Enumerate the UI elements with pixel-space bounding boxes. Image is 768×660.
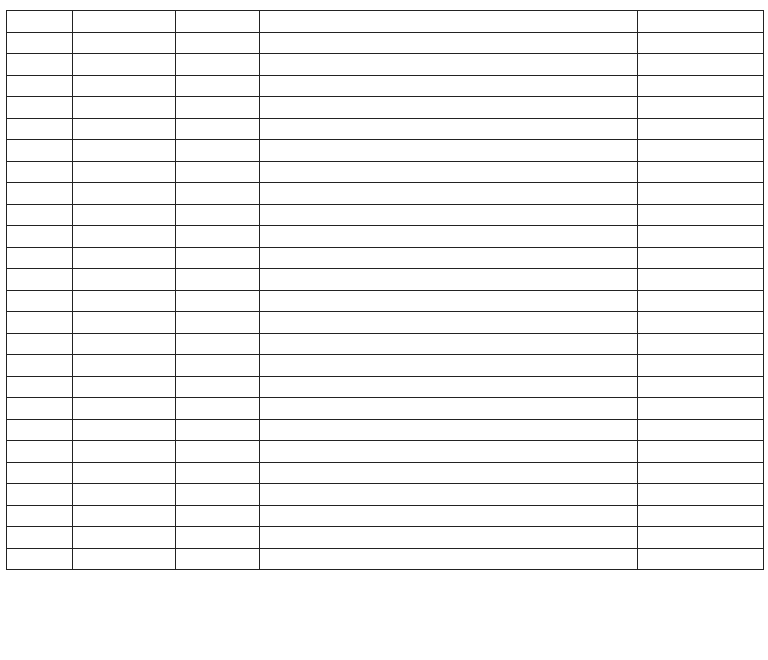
date-cell [73,484,176,506]
date-cell [73,441,176,463]
time-cell [176,269,260,291]
time-cell [176,462,260,484]
time-cell [176,247,260,269]
lector-cell [638,548,764,570]
time-cell [176,376,260,398]
table-row [7,183,764,205]
schedule-table [6,10,764,570]
time-cell [176,32,260,54]
date-cell [73,54,176,76]
lector-cell [638,462,764,484]
day-cell [7,54,73,76]
ministers-cell [260,97,638,119]
time-cell [176,419,260,441]
ministers-cell [260,161,638,183]
lector-cell [638,527,764,549]
time-cell [176,54,260,76]
table-row [7,226,764,248]
time-cell [176,183,260,205]
ministers-cell [260,54,638,76]
date-cell [73,548,176,570]
date-cell [73,226,176,248]
lector-cell [638,161,764,183]
ministers-cell [260,226,638,248]
lector-cell [638,226,764,248]
date-cell [73,140,176,162]
ministers-cell [260,462,638,484]
table-row [7,290,764,312]
lector-cell [638,441,764,463]
time-cell [176,204,260,226]
ministers-cell [260,376,638,398]
ministers-cell [260,333,638,355]
table-row [7,462,764,484]
time-cell [176,118,260,140]
date-cell [73,161,176,183]
date-cell [73,247,176,269]
header-row [7,11,764,33]
table-row [7,527,764,549]
time-cell [176,75,260,97]
ministers-cell [260,290,638,312]
day-cell [7,226,73,248]
lector-cell [638,419,764,441]
time-cell [176,548,260,570]
day-cell [7,247,73,269]
day-cell [7,161,73,183]
day-cell [7,505,73,527]
header-day [7,11,73,33]
date-cell [73,204,176,226]
date-cell [73,419,176,441]
ministers-cell [260,32,638,54]
day-cell [7,462,73,484]
table-row [7,441,764,463]
day-cell [7,290,73,312]
lector-cell [638,75,764,97]
lector-cell [638,140,764,162]
table-row [7,204,764,226]
header-date [73,11,176,33]
time-cell [176,484,260,506]
lector-cell [638,355,764,377]
date-cell [73,312,176,334]
table-row [7,333,764,355]
day-cell [7,398,73,420]
ministers-cell [260,118,638,140]
ministers-cell [260,548,638,570]
date-cell [73,290,176,312]
time-cell [176,290,260,312]
table-row [7,419,764,441]
date-cell [73,183,176,205]
ministers-cell [260,441,638,463]
header-minister [260,11,638,33]
lector-cell [638,333,764,355]
table-row [7,398,764,420]
lector-cell [638,312,764,334]
day-cell [7,548,73,570]
date-cell [73,462,176,484]
lector-cell [638,97,764,119]
time-cell [176,161,260,183]
ministers-cell [260,419,638,441]
table-row [7,548,764,570]
day-cell [7,441,73,463]
schedule-rows [7,32,764,570]
lector-cell [638,204,764,226]
date-cell [73,269,176,291]
day-cell [7,32,73,54]
time-cell [176,226,260,248]
date-cell [73,376,176,398]
lector-cell [638,269,764,291]
table-row [7,161,764,183]
date-cell [73,505,176,527]
table-row [7,32,764,54]
day-cell [7,333,73,355]
ministers-cell [260,484,638,506]
day-cell [7,204,73,226]
ministers-cell [260,355,638,377]
table-row [7,355,764,377]
lector-cell [638,484,764,506]
ministers-cell [260,505,638,527]
date-cell [73,355,176,377]
lector-cell [638,32,764,54]
lector-cell [638,183,764,205]
lector-cell [638,54,764,76]
date-cell [73,97,176,119]
date-cell [73,333,176,355]
lector-cell [638,118,764,140]
ministers-cell [260,312,638,334]
date-cell [73,32,176,54]
day-cell [7,484,73,506]
ministers-cell [260,75,638,97]
table-row [7,97,764,119]
day-cell [7,269,73,291]
date-cell [73,527,176,549]
header-lector [638,11,764,33]
table-row [7,269,764,291]
time-cell [176,97,260,119]
time-cell [176,355,260,377]
table-row [7,505,764,527]
date-cell [73,398,176,420]
time-cell [176,527,260,549]
ministers-cell [260,527,638,549]
ministers-cell [260,140,638,162]
lector-cell [638,247,764,269]
lector-cell [638,398,764,420]
day-cell [7,97,73,119]
day-cell [7,376,73,398]
table-row [7,140,764,162]
table-row [7,75,764,97]
date-cell [73,118,176,140]
time-cell [176,333,260,355]
day-cell [7,312,73,334]
table-row [7,484,764,506]
table-row [7,118,764,140]
ministers-cell [260,247,638,269]
lector-cell [638,376,764,398]
day-cell [7,419,73,441]
table-row [7,376,764,398]
time-cell [176,441,260,463]
ministers-cell [260,183,638,205]
lector-cell [638,290,764,312]
lector-cell [638,505,764,527]
day-cell [7,527,73,549]
ministers-cell [260,204,638,226]
date-cell [73,75,176,97]
day-cell [7,355,73,377]
day-cell [7,140,73,162]
time-cell [176,312,260,334]
time-cell [176,398,260,420]
day-cell [7,75,73,97]
day-cell [7,118,73,140]
table-row [7,247,764,269]
table-row [7,54,764,76]
ministers-cell [260,398,638,420]
time-cell [176,140,260,162]
day-cell [7,183,73,205]
time-cell [176,505,260,527]
table-row [7,312,764,334]
ministers-cell [260,269,638,291]
header-time [176,11,260,33]
